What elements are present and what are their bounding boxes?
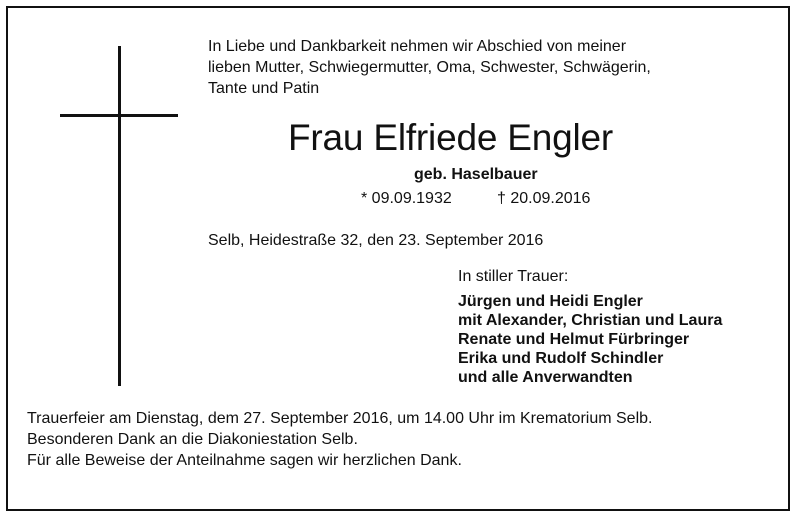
cross-icon-vertical <box>118 46 121 386</box>
death-date: † 20.09.2016 <box>497 190 591 207</box>
cross-icon-horizontal <box>60 114 178 117</box>
mourners-list <box>458 292 722 387</box>
maiden-name: geb. Haselbauer <box>414 166 538 183</box>
footer-text <box>27 408 652 471</box>
mourner-line: Erika und Rudolf Schindler <box>458 350 664 367</box>
footer-line: Trauerfeier am Dienstag, dem 27. September 2016, um 14.00 Uhr im Krematorium Selb. <box>27 410 653 427</box>
birth-date: * 09.09.1932 <box>361 190 452 207</box>
mourner-line: mit Alexander, Christian und Laura <box>458 312 723 329</box>
intro-text <box>208 36 651 99</box>
intro-line: Tante und Patin <box>208 80 320 97</box>
footer-line: Besonderen Dank an die Diakoniestation Selb. <box>27 431 358 448</box>
mourner-line: Renate und Helmut Fürbringer <box>458 331 690 348</box>
place-date: Selb, Heidestraße 32, den 23. September 2016 <box>208 232 544 249</box>
intro-line: lieben Mutter, Schwiegermutter, Oma, Schwester, Schwägerin, <box>208 59 651 76</box>
mourning-label: In stiller Trauer: <box>458 268 569 285</box>
mourner-line: und alle Anverwandten <box>458 369 633 386</box>
obituary-notice <box>6 6 790 511</box>
intro-line: In Liebe und Dankbarkeit nehmen wir Abschied von meiner <box>208 38 627 55</box>
footer-line: Für alle Beweise der Anteilnahme sagen wir herzlichen Dank. <box>27 452 462 469</box>
deceased-name: Frau Elfriede Engler <box>288 117 614 158</box>
mourner-line: Jürgen und Heidi Engler <box>458 293 643 310</box>
